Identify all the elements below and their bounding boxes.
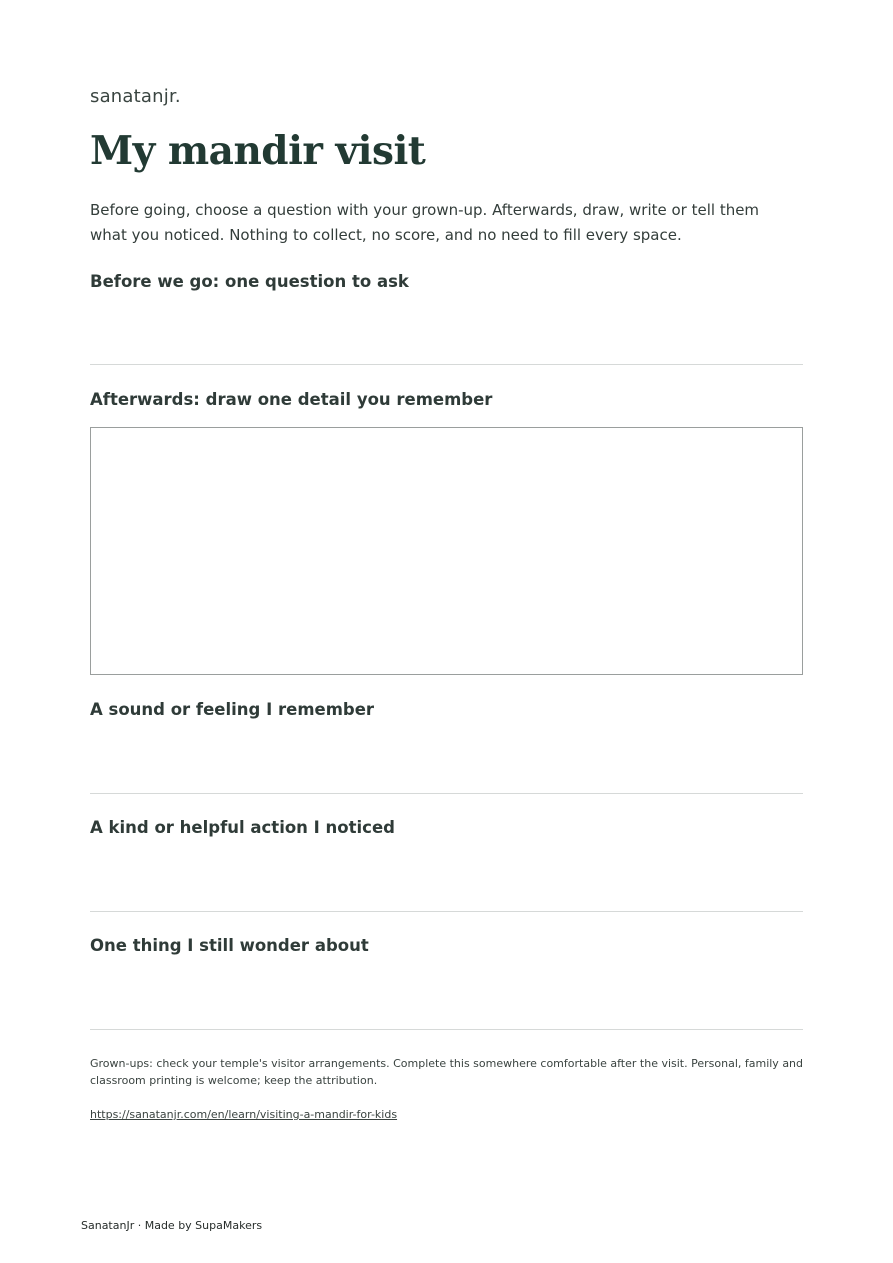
write-line-wonder [90, 1029, 803, 1030]
drawing-box [90, 427, 803, 675]
page-title: My mandir visit [90, 128, 426, 174]
intro-text: Before going, choose a question with your grown-up. Afterwards, draw, write or tell them what you noticed. Nothing to collect, no score, and no need to fill every space. [90, 201, 760, 244]
section-label-question: Before we go: one question to ask [90, 272, 409, 291]
write-line-kind [90, 911, 803, 912]
section-label-kind: A kind or helpful action I noticed [90, 818, 395, 837]
page-footer: SanatanJr · Made by SupaMakers [81, 1219, 263, 1232]
grown-ups-note: Grown-ups: check your temple's visitor arrangements. Complete this somewhere comfortable after the visit. Personal, family and classroom printing is welcome; keep the attribution. [90, 1057, 804, 1087]
brand-name: sanatanjr. [90, 86, 181, 107]
section-label-draw: Afterwards: draw one detail you remember [90, 390, 493, 409]
write-line-question [90, 364, 803, 365]
section-label-sound: A sound or feeling I remember [90, 700, 375, 719]
section-label-wonder: One thing I still wonder about [90, 936, 369, 955]
source-link[interactable]: https://sanatanjr.com/en/learn/visiting-a-mandir-for-kids [90, 1108, 398, 1121]
write-line-sound [90, 793, 803, 794]
